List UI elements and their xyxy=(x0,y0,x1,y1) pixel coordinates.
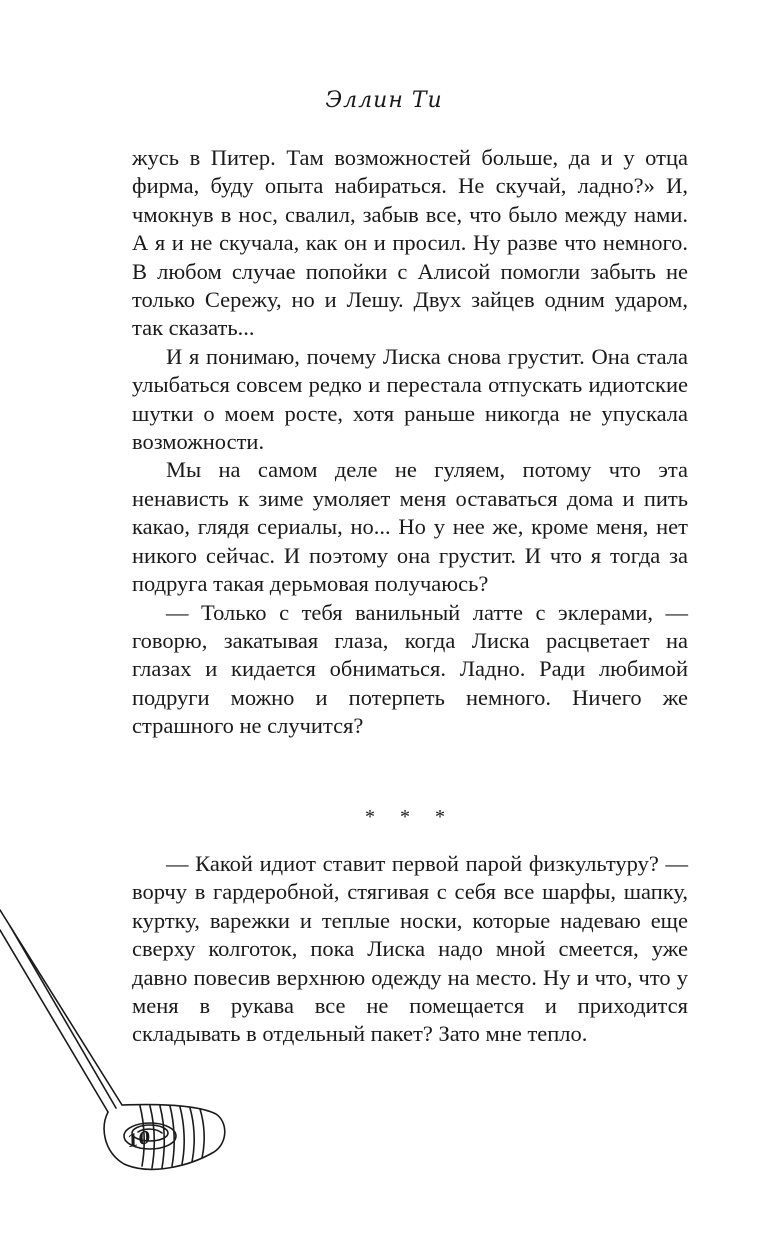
page-number: 10 xyxy=(125,1127,153,1153)
paragraph: Мы на самом деле не гуляем, потому что эта ненависть к зиме умоляет меня оставаться дома и пить какао, глядя сериалы, но... Но у нее же, кроме меня, нет никого сейчас. И поэтому она грустит. И что я тогда за подруга такая дерьмовая получаюсь? xyxy=(132,457,688,597)
hockey-stick-icon xyxy=(0,900,240,1200)
running-head-author: Эллин Ти xyxy=(325,88,443,113)
paragraph: — Только с тебя ванильный латте с эклерами, — говорю, закатывая глаза, когда Лиска расцветает на глазах и кидается обниматься. Ладно. Ради любимой подруги можно и потерпеть немного. Ничего же страшного не случится? xyxy=(132,599,688,739)
paragraph: И я понимаю, почему Лиска снова грустит. Она стала улыбаться совсем редко и перестала отпускать идиотские шутки о моем росте, хотя раньше никогда не упускала возможности. xyxy=(132,343,688,455)
text-block-1 xyxy=(132,144,688,741)
paragraph: — Какой идиот ставит первой парой физкультуру? — ворчу в гардеробной, стягивая с себя все шарфы, шапку, куртку, варежки и теплые носки, которые надеваю еще сверху колготок, пока Лиска надо мной смеется, уже давно повесив верхнюю одежду на место. Ну и что, что у меня в рукава все не помещается и приходится складывать в отдельный пакет? Зато мне тепло. xyxy=(132,851,688,1047)
paragraph: жусь в Питер. Там возможностей больше, да и у отца фирма, буду опыта набираться. Не скучай, ладно?» И, чмокнув в нос, свалил, забыв все, что было между нами. А я и не скучала, как он и просил. Ну разве что немного. В любом случае попойки с Алисой помогли забыть не только Сережу, но и Лешу. Двух зайцев одним ударом, так сказать... xyxy=(132,145,688,341)
scene-break: * * * xyxy=(365,806,455,828)
